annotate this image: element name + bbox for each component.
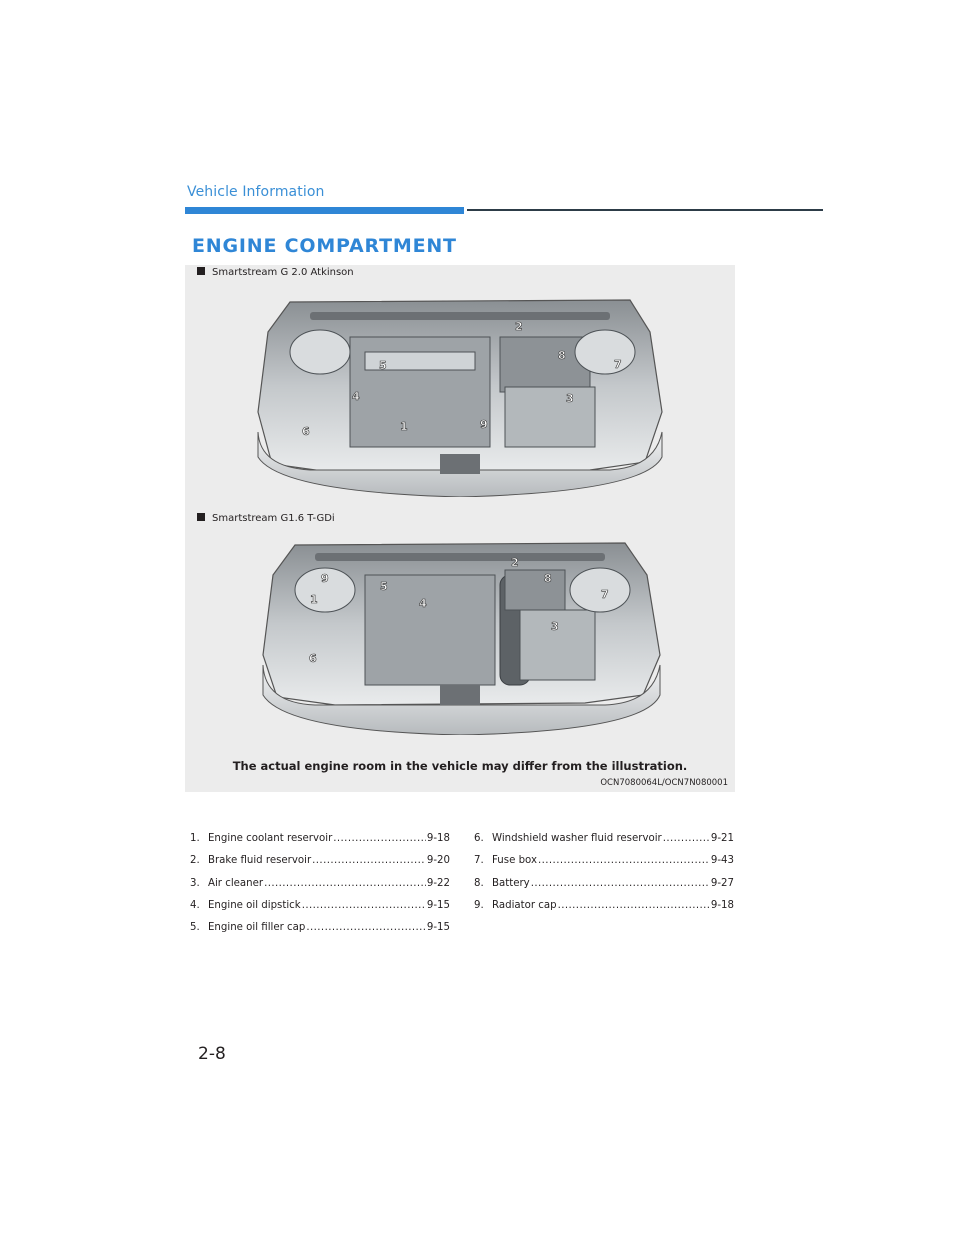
engine-label-text: Smartstream G 2.0 Atkinson [212, 267, 354, 278]
marker-6: 6 [302, 425, 310, 438]
engine-label-2 [197, 513, 335, 524]
page-number: 2-8 [198, 1044, 226, 1064]
header-rule-gray [467, 209, 823, 211]
marker-8: 8 [544, 572, 552, 585]
marker-4: 4 [352, 390, 360, 403]
marker-5: 5 [379, 359, 387, 372]
engine-illustration-1 [250, 292, 670, 497]
page-heading: ENGINE COMPARTMENT [192, 235, 457, 257]
list-item: 3. Air cleaner ..... 9-22 [190, 878, 450, 900]
marker-6: 6 [309, 652, 317, 665]
list-item: 7. Fuse box ..... 9-43 [474, 855, 734, 877]
section-title: Vehicle Information [187, 184, 325, 200]
marker-2: 2 [515, 320, 523, 333]
list-item: 2. Brake fluid reservoir ..... 9-20 [190, 855, 450, 877]
marker-9: 9 [480, 418, 488, 431]
list-item: 6. Windshield washer fluid reservoir ..... 9-21 [474, 833, 734, 855]
marker-5: 5 [380, 580, 388, 593]
marker-2: 2 [511, 556, 519, 569]
list-item: 9. Radiator cap ..... 9-18 [474, 900, 734, 922]
parts-list-right [474, 833, 734, 922]
marker-8: 8 [558, 349, 566, 362]
list-item: 8. Battery ..... 9-27 [474, 878, 734, 900]
square-bullet-icon [197, 267, 205, 275]
engine-label-text: Smartstream G1.6 T-GDi [212, 513, 335, 524]
marker-9: 9 [321, 572, 329, 585]
list-item: 1. Engine coolant reservoir ..... 9-18 [190, 833, 450, 855]
figure-code: OCN7080064L/OCN7N080001 [600, 778, 728, 788]
marker-1: 1 [310, 593, 318, 606]
list-item: 5. Engine oil filler cap ..... 9-15 [190, 922, 450, 944]
header-rule-blue [185, 207, 464, 214]
marker-4: 4 [419, 597, 427, 610]
square-bullet-icon [197, 513, 205, 521]
marker-7: 7 [601, 588, 609, 601]
marker-3: 3 [566, 392, 574, 405]
figure-caption: The actual engine room in the vehicle may differ from the illustration. [232, 759, 688, 773]
list-item: 4. Engine oil dipstick ..... 9-15 [190, 900, 450, 922]
marker-1: 1 [400, 420, 408, 433]
marker-3: 3 [551, 620, 559, 633]
parts-list-left [190, 833, 450, 944]
marker-7: 7 [614, 358, 622, 371]
engine-illustration-2 [255, 535, 665, 735]
engine-label-1 [197, 267, 354, 278]
